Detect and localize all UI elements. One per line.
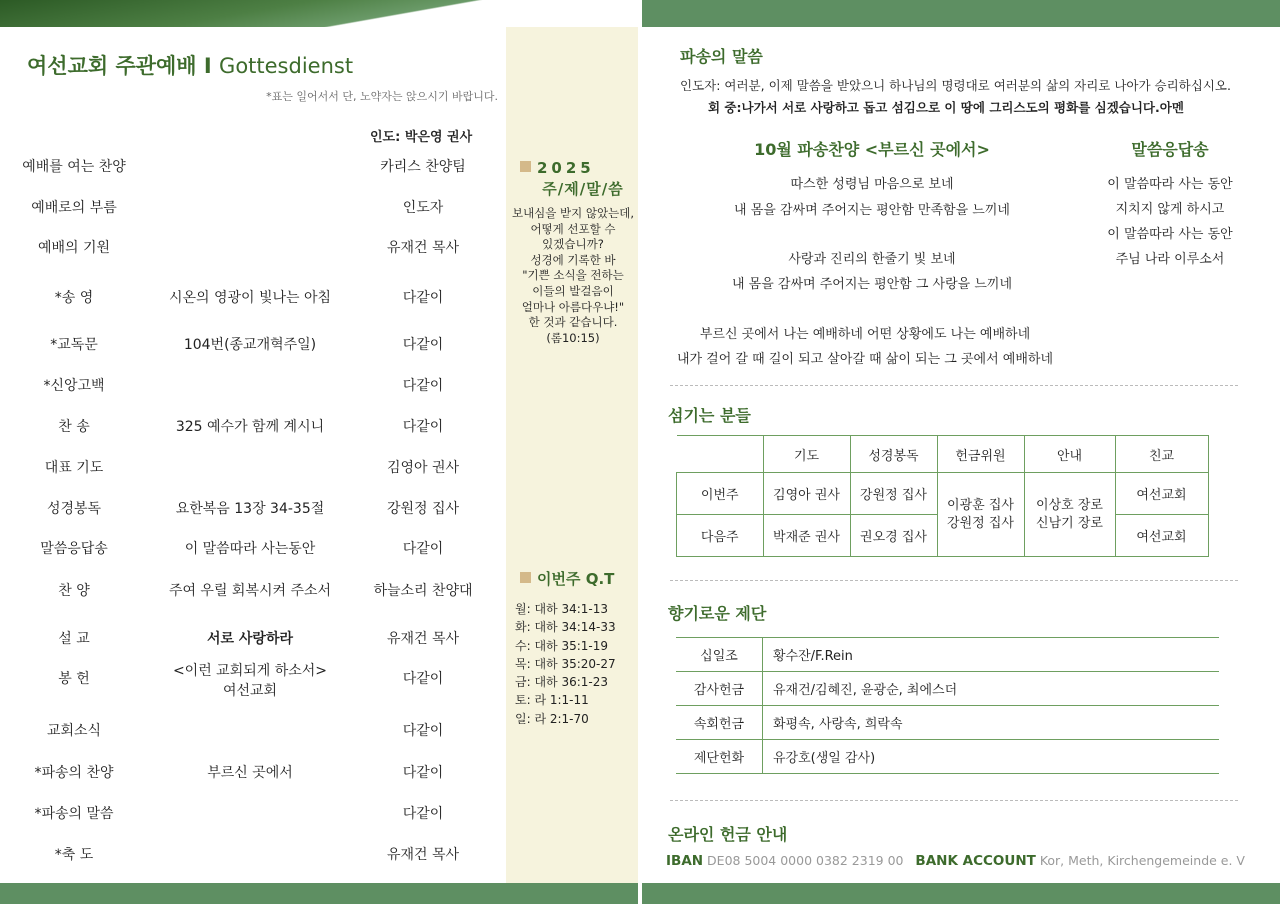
order-person: 유재건 목사 (386, 240, 460, 256)
order-detail: 요한복음 13장 34-35절 (175, 501, 325, 517)
order-person: 김영아 권사 (386, 460, 460, 476)
order-person: 하늘소리 찬양대 (373, 583, 473, 599)
divider (670, 800, 1238, 801)
order-item: *축 도 (54, 847, 94, 863)
divider (670, 385, 1238, 386)
order-person: 다같이 (402, 765, 444, 781)
order-person: 인도자 (402, 200, 444, 216)
offering-value: 황수잔/F.Rein (763, 638, 1220, 672)
order-detail: 부르신 곳에서 (207, 765, 293, 781)
theme-heading: 2025 (520, 159, 595, 177)
order-item: 찬 양 (58, 583, 90, 599)
page-title (27, 50, 353, 80)
order-detail: 시온의 영광이 빛나는 아침 (168, 290, 332, 306)
order-item: 예배로의 부름 (31, 200, 117, 216)
order-item: *교독문 (50, 337, 98, 353)
order-person: 강원정 집사 (386, 501, 460, 517)
order-item: 예배의 기원 (37, 240, 111, 256)
order-detail: 104번(종교개혁주일) (183, 337, 317, 353)
bank-info (666, 853, 1245, 869)
order-person: 다같이 (402, 419, 444, 435)
nextweek-fellowship: 여선교회 (1115, 515, 1208, 557)
bullet-square-icon (520, 161, 531, 172)
order-person: 다같이 (402, 541, 444, 557)
qt-heading: 이번주 Q.T (520, 568, 614, 589)
order-person: 다같이 (402, 290, 444, 306)
order-item: *송 영 (54, 290, 94, 306)
response-line: 이 말씀따라 사는 동안 (1107, 227, 1233, 242)
response-line: 이 말씀따라 사는 동안 (1107, 177, 1233, 192)
hymn-line: 내 몸을 감싸며 주어지는 평안함 만족함을 느끼네 (734, 203, 1010, 218)
hymn-line: 내 몸을 감싸며 주어지는 평안함 그 사랑을 느끼네 (731, 277, 1013, 292)
account-label: BANK ACCOUNT (915, 853, 1036, 869)
header-usher: 안내 (1024, 436, 1115, 473)
order-item: 대표 기도 (44, 460, 104, 476)
order-detail-line: 여선교회 (222, 683, 278, 699)
qt-line: 금: 대하 36:1-23 (515, 675, 608, 690)
header-fellowship: 친교 (1115, 436, 1208, 473)
response-line: 주님 나라 이루소서 (1115, 252, 1225, 267)
qt-line: 수: 대하 35:1-19 (515, 638, 608, 653)
order-item: 봉 헌 (58, 671, 90, 687)
verse-line: 이들의 발걸음이 (532, 283, 614, 298)
nextweek-reading: 권오경 집사 (850, 515, 937, 557)
top-left-wedge (0, 0, 640, 27)
hymn-line: 따스한 성령님 마음으로 보네 (790, 177, 954, 192)
order-detail: 이 말씀따라 사는동안 (184, 541, 316, 557)
header-prayer: 기도 (763, 436, 850, 473)
offering-label: 제단헌화 (676, 740, 763, 774)
theme-verse (506, 206, 640, 346)
qt-line: 토: 라 1:1-11 (515, 693, 589, 708)
online-title: 온라인 헌금 안내 (668, 825, 788, 844)
order-item: 교회소식 (46, 723, 102, 739)
order-item: *파송의 찬양 (34, 765, 114, 781)
sending-title: 파송의 말씀 (680, 47, 763, 66)
qt-list (515, 600, 616, 728)
servers-table (676, 435, 1209, 557)
verse-line: 보내심을 받지 않았는데, (511, 206, 635, 220)
servers-title: 섬기는 분들 (668, 406, 751, 425)
sidebar-panel (506, 27, 640, 883)
offering-table (676, 637, 1219, 774)
qt-line: 일: 라 2:1-70 (515, 711, 589, 726)
page-fold (638, 0, 642, 904)
hymn-line: 부르신 곳에서 나는 예배하네 어떤 상황에도 나는 예배하네 (699, 327, 1031, 342)
order-item: *파송의 말씀 (34, 806, 114, 822)
response-line: 지치지 않게 하시고 (1115, 202, 1225, 217)
iban-label: IBAN (666, 853, 704, 869)
order-person: 다같이 (402, 806, 444, 822)
offering-title: 향기로운 제단 (668, 604, 767, 623)
divider (670, 580, 1238, 581)
order-person: 다같이 (402, 671, 444, 687)
verse-line: 어떻게 선포할 수 (530, 221, 616, 236)
order-detail (150, 660, 350, 700)
service-leader: 인도: 박은영 권사 (370, 130, 473, 145)
order-person: 유재건 목사 (386, 847, 460, 863)
thisweek-prayer: 김영아 권사 (763, 473, 850, 515)
order-detail: 주여 우릴 회복시켜 주소서 (168, 583, 332, 599)
offering-committee: 이광훈 집사 강원정 집사 (937, 473, 1024, 557)
nextweek-prayer: 박재준 권사 (763, 515, 850, 557)
sending-congregation-text: 회 중:나가서 서로 사랑하고 돕고 섬김으로 이 땅에 그리스도의 평화를 심겠습니다.아멘 (708, 100, 1184, 115)
offering-value: 유강호(생일 감사) (763, 740, 1220, 774)
order-person: 다같이 (402, 378, 444, 394)
theme-label: 주/제/말/씀 (542, 180, 624, 198)
order-item: 말씀응답송 (40, 541, 108, 557)
row-label-thisweek: 이번주 (677, 473, 764, 515)
order-item: 예배를 여는 찬양 (22, 159, 126, 175)
offering-value: 화평속, 사랑속, 희락속 (763, 706, 1220, 740)
order-person: 카리스 찬양팀 (380, 159, 466, 175)
order-person: 유재건 목사 (386, 631, 460, 647)
order-person: 다같이 (402, 337, 444, 353)
hymn-title: 10월 파송찬양 <부르신 곳에서> (754, 140, 990, 159)
qt-line: 월: 대하 34:1-13 (515, 602, 608, 616)
verse-line: 한 것과 같습니다. (528, 315, 618, 330)
order-item: 설 교 (58, 631, 90, 647)
thisweek-reading: 강원정 집사 (850, 473, 937, 515)
offering-label: 속회헌금 (676, 706, 763, 740)
sending-leader-text: 인도자: 여러분, 이제 말씀을 받았으니 하나님의 명령대로 여러분의 삶의 자리로 나아가 승리하십시오. (680, 78, 1231, 93)
order-item: *신앙고백 (43, 378, 105, 394)
offering-label: 십일조 (676, 638, 763, 672)
standing-note: *표는 일어서서 단, 노약자는 앉으시기 바랍니다. (266, 90, 498, 103)
verse-line: 성경에 기록한 바 (530, 252, 616, 267)
response-title: 말씀응답송 (1131, 140, 1209, 159)
verse-line: (롬10:15) (546, 330, 600, 345)
ushers: 이상호 장로 신남기 장로 (1024, 473, 1115, 557)
verse-line: 있겠습니까? (542, 237, 604, 252)
order-detail: 서로 사랑하라 (206, 631, 294, 647)
offering-label: 감사헌금 (676, 672, 763, 706)
qt-line: 화: 대하 34:14-33 (515, 620, 616, 635)
qt-line: 목: 대하 35:20-27 (515, 656, 616, 671)
row-label-nextweek: 다음주 (677, 515, 764, 557)
hymn-line: 내가 걸어 갈 때 길이 되고 살아갈 때 삶이 되는 그 곳에서 예배하네 (676, 352, 1054, 367)
hymn-line: 사랑과 진리의 한줄기 빛 보네 (788, 252, 956, 267)
header-offering: 헌금위원 (937, 436, 1024, 473)
verse-line: 얼마나 아름다우냐!" (521, 299, 625, 314)
title-german: Gottesdienst (219, 54, 354, 78)
verse-line: "기쁜 소식을 전하는 (522, 268, 624, 283)
iban-value: DE08 5004 0000 0382 2319 00 (707, 853, 904, 868)
order-item: 성경봉독 (46, 501, 102, 517)
order-person: 다같이 (402, 723, 444, 739)
offering-value: 유재건/김혜진, 윤광순, 최에스더 (763, 672, 1220, 706)
thisweek-fellowship: 여선교회 (1115, 473, 1208, 515)
order-item: 찬 송 (58, 419, 90, 435)
title-korean: 여선교회 주관예배 I (27, 54, 212, 78)
order-detail-line: <이런 교회되게 하소서> (172, 663, 328, 679)
order-detail: 325 예수가 함께 계시니 (175, 419, 325, 435)
header-reading: 성경봉독 (850, 436, 937, 473)
account-value: Kor, Meth, Kirchengemeinde e. V (1039, 853, 1245, 868)
bullet-square-icon (520, 572, 531, 583)
